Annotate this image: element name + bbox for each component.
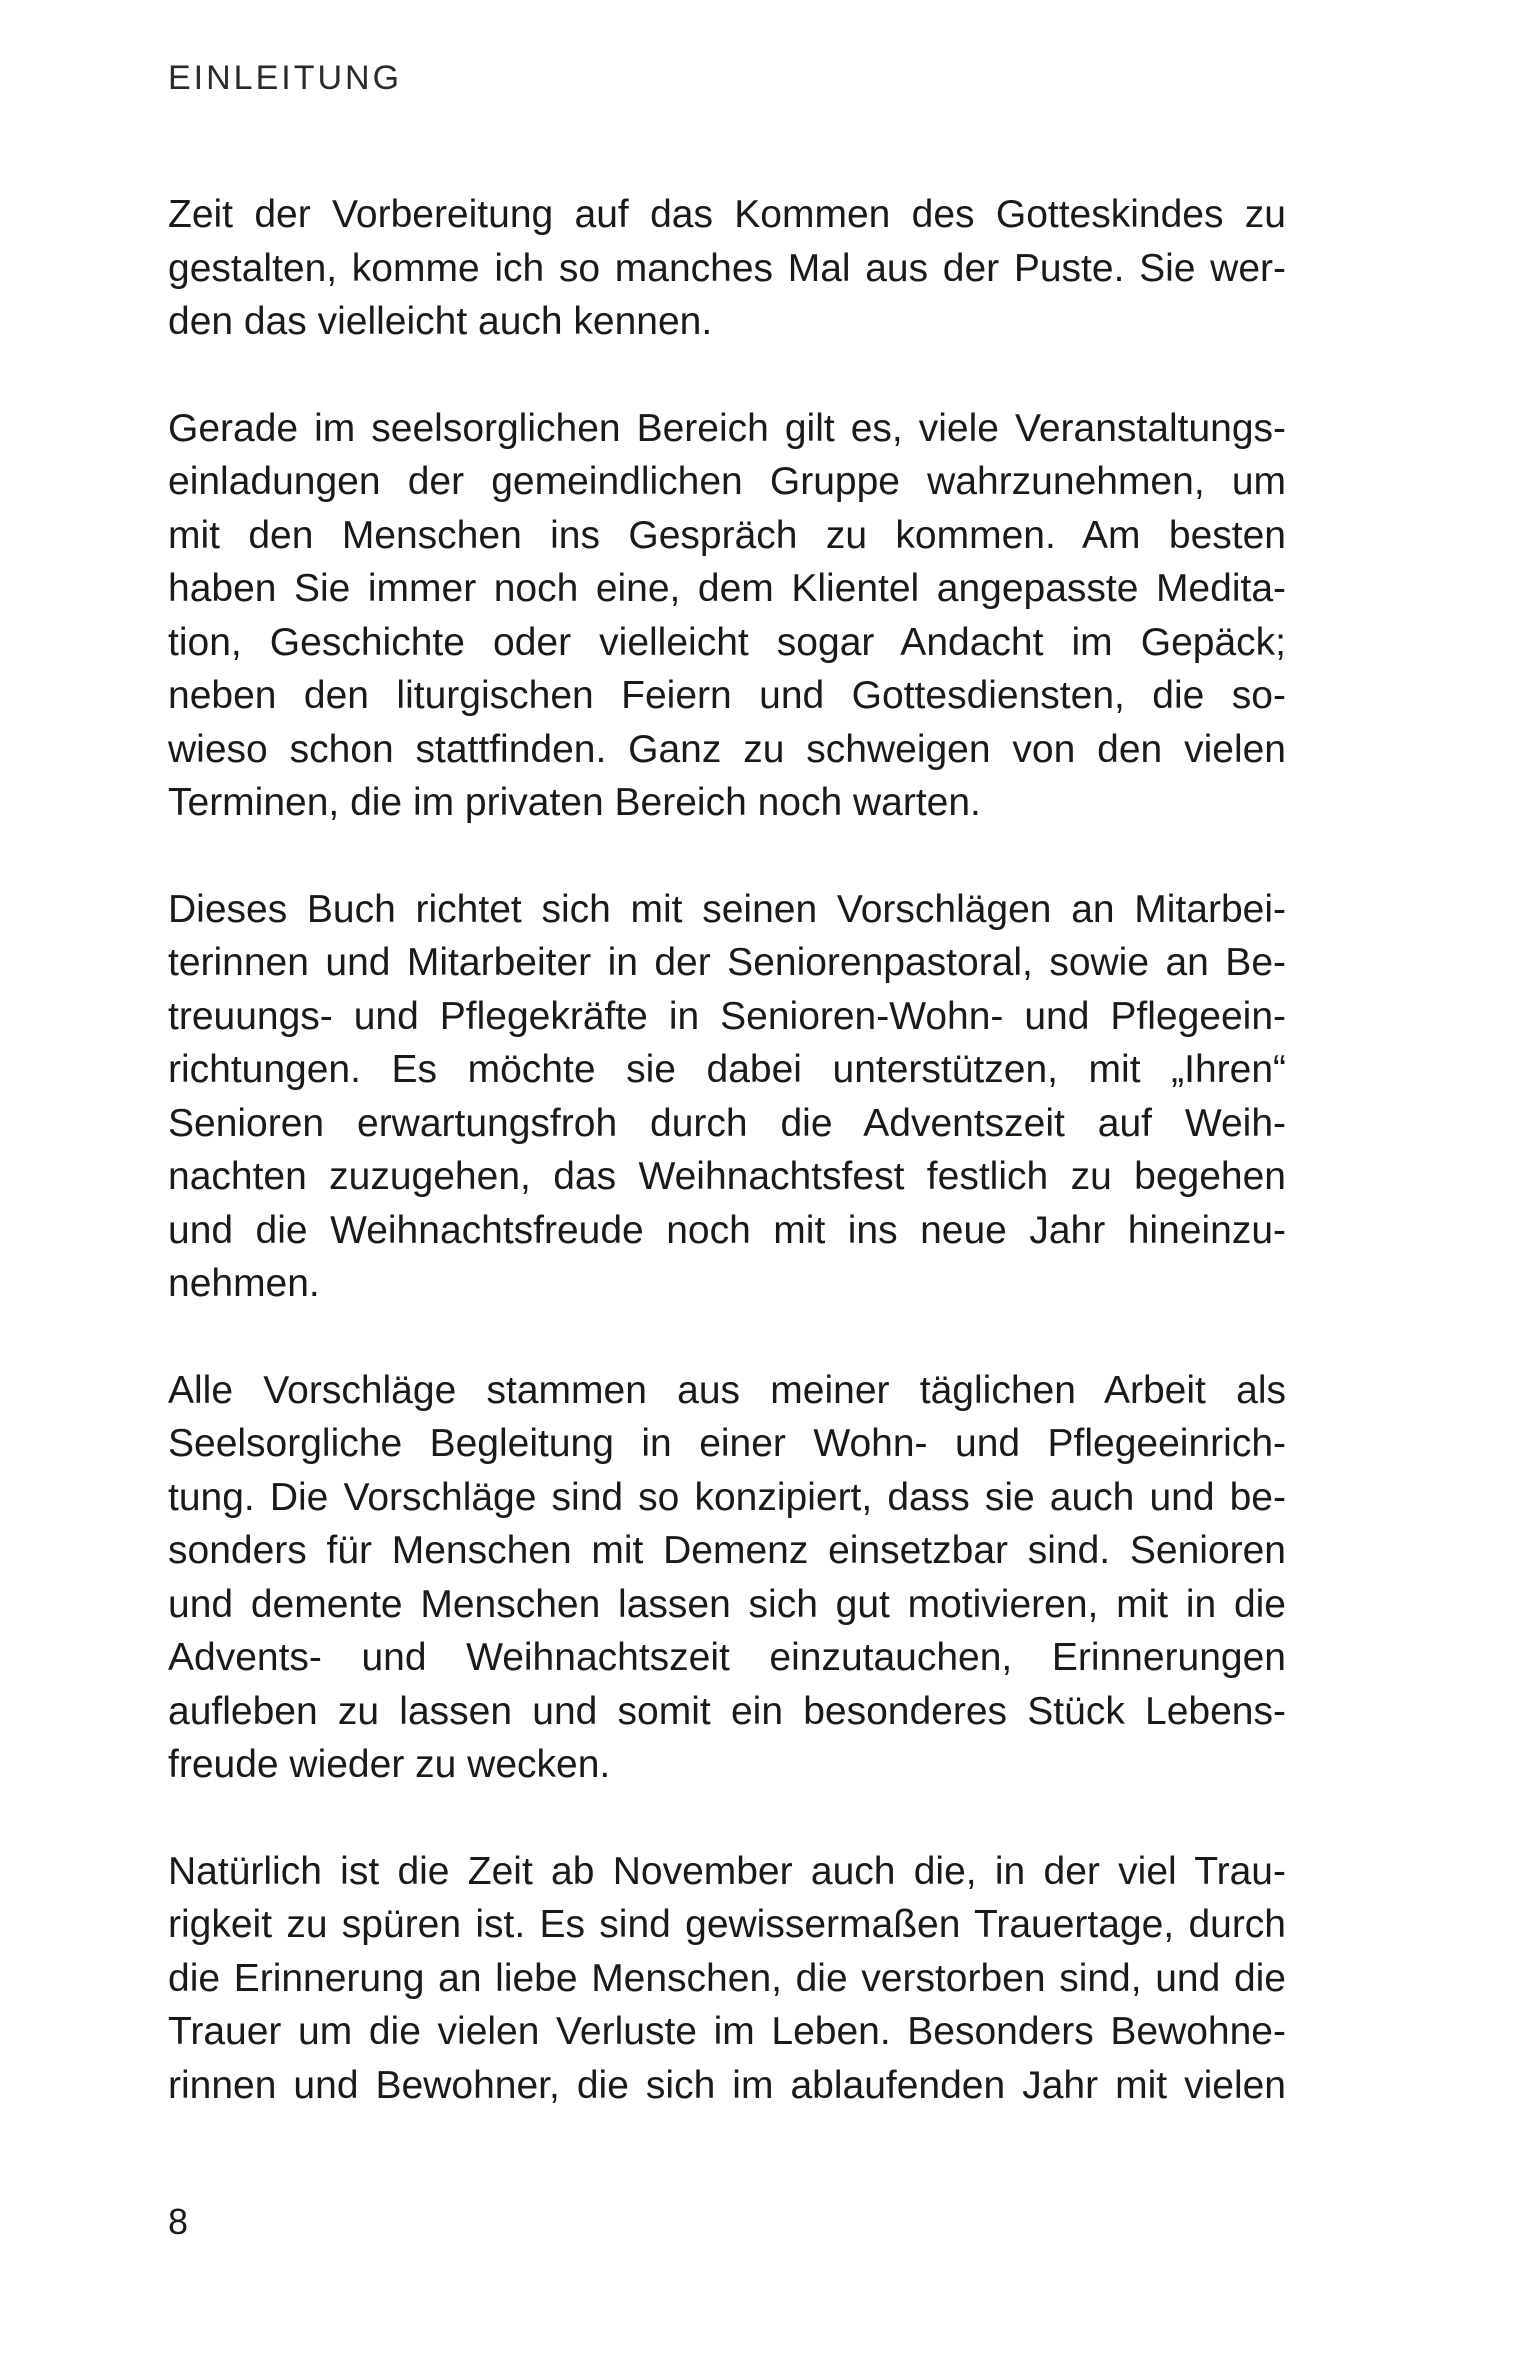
text-line: treuungs- und Pflegekräfte in Senioren-Wohn- und Pflegeein- (168, 994, 1286, 1038)
text-line: Trauer um die vielen Verluste im Leben. Besonders Bewohne- (168, 2010, 1286, 2053)
paragraph-2 (168, 402, 1286, 830)
running-head: EINLEITUNG (168, 59, 403, 97)
text-line: freude wieder zu wecken. (168, 1743, 611, 1786)
text-line: gestalten, komme ich so manches Mal aus der Puste. Sie wer- (168, 246, 1286, 290)
text-line: nachten zuzugehen, das Weihnachtsfest festlich zu begehen (168, 1155, 1286, 1198)
text-line: tung. Die Vorschläge sind so konzipiert, dass sie auch und be- (168, 1475, 1286, 1519)
text-line: tion, Geschichte oder vielleicht sogar Andacht im Gepäck; (168, 620, 1286, 664)
text-line: und die Weihnachtsfreude noch mit ins neue Jahr hineinzu- (168, 1208, 1286, 1252)
text-line: den das vielleicht auch kennen. (168, 300, 713, 343)
text-line: Alle Vorschläge stammen aus meiner täglichen Arbeit als (168, 1368, 1286, 1412)
text-line: Zeit der Vorbereitung auf das Kommen des Gotteskindes zu (168, 193, 1286, 236)
page-number: 8 (168, 2201, 189, 2242)
text-line: Terminen, die im privaten Bereich noch warten. (168, 781, 981, 824)
paragraph-5 (168, 1845, 1286, 2113)
paragraph-4 (168, 1364, 1286, 1792)
text-line: Advents- und Weihnachtszeit einzutauchen, Erinnerungen (168, 1636, 1286, 1679)
text-line: haben Sie immer noch eine, dem Klientel angepasste Medita- (168, 567, 1286, 610)
body-text (168, 188, 1286, 2165)
text-line: aufleben zu lassen und somit ein besonderes Stück Lebens- (168, 1689, 1286, 1733)
paragraph-1 (168, 188, 1286, 349)
text-line: wieso schon stattfinden. Ganz zu schweigen von den vielen (168, 727, 1286, 771)
paragraph-3 (168, 883, 1286, 1311)
text-line: Dieses Buch richtet sich mit seinen Vorschlägen an Mitarbei- (168, 887, 1286, 931)
text-line: nehmen. (168, 1262, 320, 1305)
text-line: Natürlich ist die Zeit ab November auch die, in der viel Trau- (168, 1849, 1286, 1893)
text-line: und demente Menschen lassen sich gut motivieren, mit in die (168, 1582, 1286, 1626)
text-line: sonders für Menschen mit Demenz einsetzbar sind. Senioren (168, 1529, 1286, 1572)
text-line: terinnen und Mitarbeiter in der Seniorenpastoral, sowie an Be- (168, 941, 1286, 984)
text-line: mit den Menschen ins Gespräch zu kommen. Am besten (168, 513, 1286, 557)
text-line: Senioren erwartungsfroh durch die Adventszeit auf Weih- (168, 1101, 1286, 1145)
text-line: richtungen. Es möchte sie dabei unterstützen, mit „Ihren“ (168, 1048, 1286, 1091)
text-line: rinnen und Bewohner, die sich im ablaufenden Jahr mit vielen (168, 2063, 1286, 2107)
text-line: die Erinnerung an liebe Menschen, die verstorben sind, und die (168, 1956, 1286, 2000)
text-line: einladungen der gemeindlichen Gruppe wahrzunehmen, um (168, 460, 1286, 503)
text-line: neben den liturgischen Feiern und Gottesdiensten, die so- (168, 674, 1286, 717)
text-line: rigkeit zu spüren ist. Es sind gewissermaßen Trauertage, durch (168, 1903, 1286, 1946)
text-line: Gerade im seelsorglichen Bereich gilt es, viele Veranstaltungs- (168, 406, 1286, 450)
text-line: Seelsorgliche Begleitung in einer Wohn- und Pflegeeinrich- (168, 1422, 1286, 1465)
